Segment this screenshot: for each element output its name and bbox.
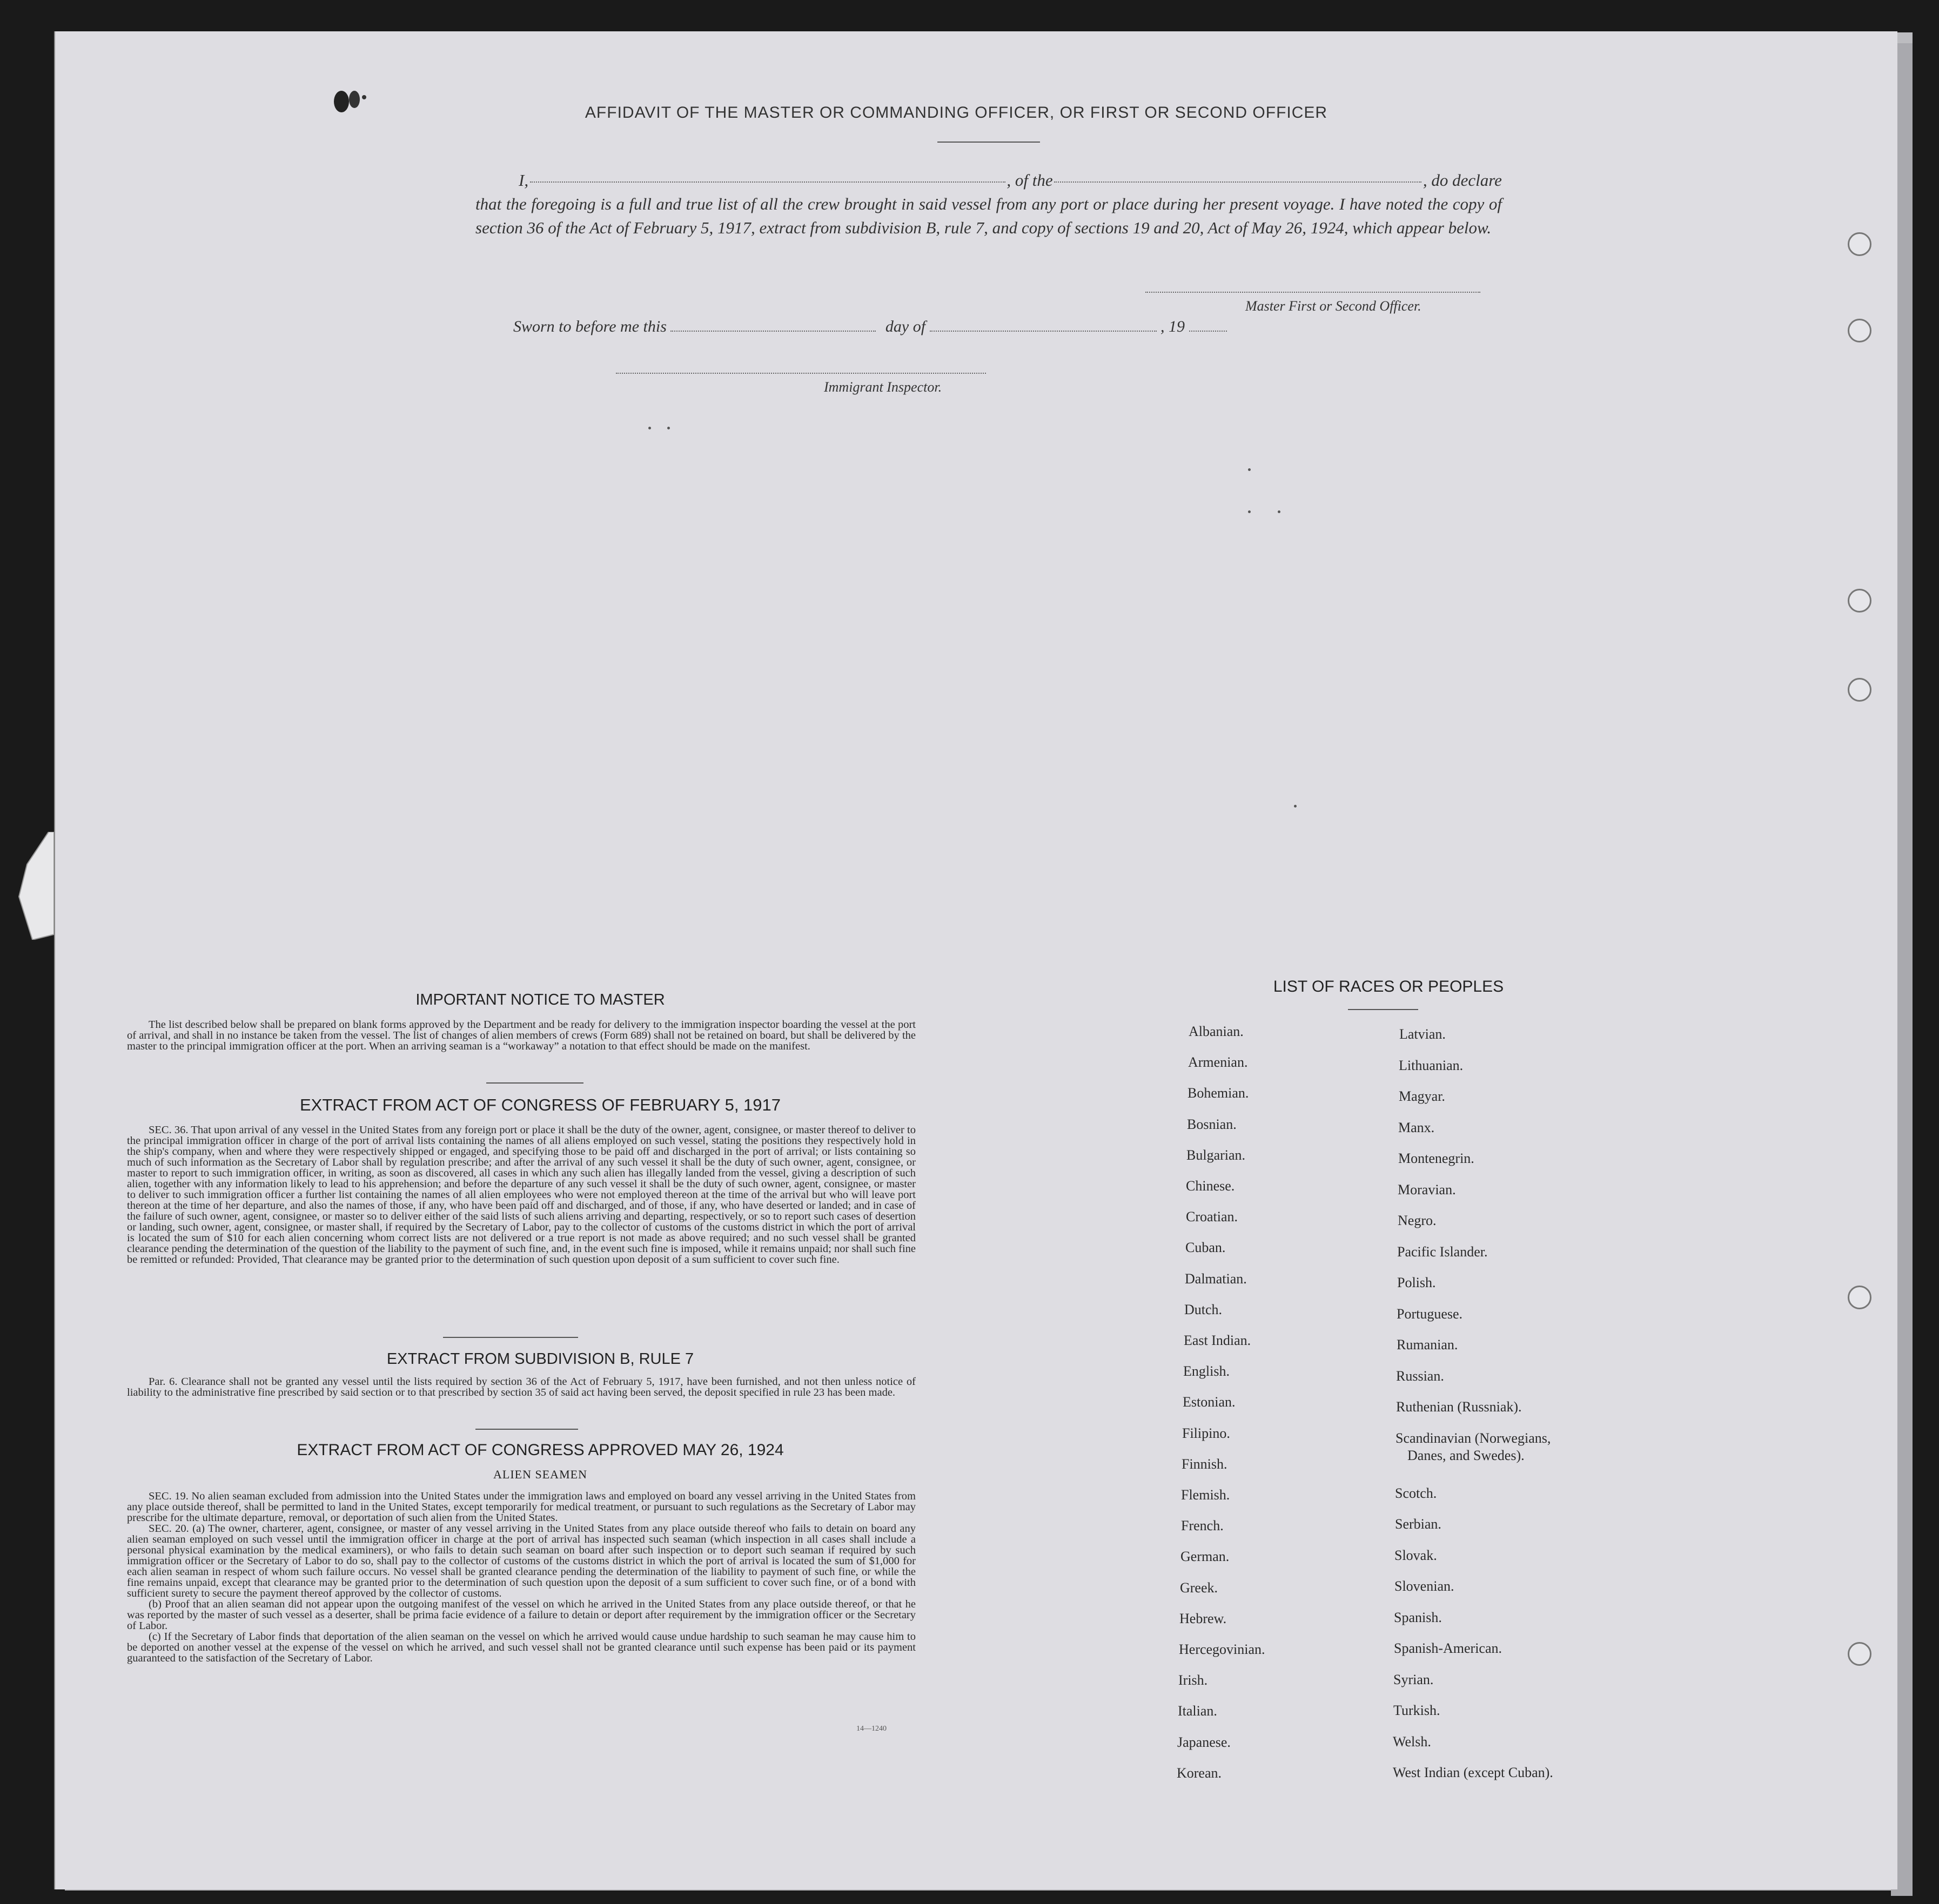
race-item: Ruthenian (Russniak). <box>1396 1399 1522 1415</box>
extract-rule7-text: Par. 6. Clearance shall not be granted any vessel until the lists required by section 36 of the Act of February 5, 1917, have been furnished, and not then unless notice of liability to the administrative fine prescribed by said section or to that prescribed by section 35 of said act having been served, the deposit specified in rule 23 has been made. <box>127 1376 916 1398</box>
race-item: Serbian. <box>1395 1516 1441 1532</box>
race-item: Armenian. <box>1188 1054 1248 1071</box>
race-item: Lithuanian. <box>1399 1057 1464 1073</box>
race-item: Syrian. <box>1393 1671 1434 1687</box>
race-item: Albanian. <box>1189 1024 1244 1039</box>
race-item: Cuban. <box>1185 1240 1226 1256</box>
race-item: Dalmatian. <box>1185 1270 1247 1287</box>
race-item: Russian. <box>1396 1368 1444 1384</box>
race-item: Estonian. <box>1183 1394 1236 1410</box>
race-item: Flemish. <box>1181 1487 1230 1503</box>
speck <box>1294 805 1297 808</box>
notice-text: The list described below shall be prepared on blank forms approved by the Department and be ready for delivery to the immigration inspector boarding the vessel at the port of arrival, and shall in no instance be taken from the vessel. The list of changes of alien members of crews (Form 689) shall not be retained on board, but shall be delivered by the master to the principal immigration officer at the port. When an arriving seaman is a “workaway” a notation to that effect should be made on the manifest. <box>127 1019 916 1052</box>
affidavit-declaration <box>475 169 1502 240</box>
race-item: Japanese. <box>1177 1734 1231 1750</box>
of-the-label: , of the <box>1007 171 1053 190</box>
race-item: Latvian. <box>1399 1026 1446 1042</box>
race-item: English. <box>1183 1363 1230 1380</box>
race-item: Scandinavian (Norwegians, <box>1395 1430 1551 1446</box>
race-item: Spanish-American. <box>1394 1640 1502 1656</box>
master-label: Master First or Second Officer. <box>1245 298 1421 314</box>
race-item: Korean. <box>1177 1765 1222 1781</box>
race-item: Polish. <box>1397 1275 1436 1290</box>
extract-1917-text: SEC. 36. That upon arrival of any vessel in the United States from any foreign port or place it shall be the duty of the owner, agent, consignee, or master thereof to deliver to the principal immigration officer in charge of the port of arrival lists containing the names of all aliens employed on such vessel, stating the positions they respectively hold in the ship's company, when and where they were respectively shipped or engaged, and specifying those to be paid off and discharged in the port of arrival; or lists containing so much of such information as the Secretary of Labor shall by regulation prescribe; and after the arrival of any such vessel it shall be the duty of such owner, agent, consignee, or master to report to such immigration officer, in writing, as soon as discovered, all cases in which any such alien has illegally landed from the vessel, giving a description of such alien, together with any information likely to lead to his apprehension; and before the departure of any such vessel it shall be the duty of such owner, agent, consignee, or master to deliver to such immigration officer a further list containing the names of all alien employees who were not employed thereon at the time of the arrival but who will leave port thereon at the time of her departure, and also the names of those, if any, who have been paid off and discharged, and of those, if any, who have deserted or landed; and in case of the failure of such owner, agent, consignee, or master so to deliver either of the said lists of such aliens arriving and departing, respectively, or so to report such cases of desertion or landing, such owner, agent, consignee, or master shall, if required by the Secretary of Labor, pay to the collector of customs of the customs district in which the port of arrival is located the sum of $10 for each alien concerning whom correct lists are not delivered or a true report is not made as above required; and no such vessel shall be granted clearance pending the determination of the question of the liability to the payment of such fine, and, in the event such fine is imposed, while it remains unpaid; nor shall such fine be remitted or refunded: Provided, That clearance may be granted prior to the determination of such question upon deposit of a sum sufficient to cover such fine. <box>127 1124 916 1266</box>
divider <box>1348 1009 1418 1010</box>
sworn-day-field[interactable] <box>670 318 876 332</box>
affidavit-title: AFFIDAVIT OF THE MASTER OR COMMANDING OFFICER, OR FIRST OR SECOND OFFICER <box>585 104 1328 122</box>
do-declare-label: , do declare <box>1423 171 1502 190</box>
torn-paper-icon <box>16 832 54 940</box>
inspector-signature-line[interactable] <box>616 373 986 374</box>
divider <box>443 1337 578 1338</box>
race-item: Moravian. <box>1398 1181 1456 1197</box>
ink-blot-icon <box>331 85 368 118</box>
speck <box>1248 510 1251 513</box>
speck <box>1248 468 1251 471</box>
race-item: Greek. <box>1180 1579 1218 1596</box>
i-label: I, <box>519 171 529 190</box>
race-item: Welsh. <box>1393 1733 1431 1750</box>
form-number: 14—1240 <box>856 1725 887 1733</box>
race-item: Slovenian. <box>1394 1578 1454 1594</box>
notice-title: IMPORTANT NOTICE TO MASTER <box>415 991 665 1008</box>
race-item: Irish. <box>1178 1672 1208 1688</box>
race-item: Spanish. <box>1394 1609 1442 1625</box>
day-of-label: day of <box>885 318 926 335</box>
punch-hole-icon <box>1848 678 1871 702</box>
race-item: Filipino. <box>1182 1425 1230 1441</box>
punch-hole-icon <box>1848 232 1871 256</box>
extract-1924-subtitle: ALIEN SEAMEN <box>493 1468 587 1481</box>
speck <box>667 427 670 429</box>
race-item: Hebrew. <box>1179 1610 1227 1626</box>
divider <box>486 1082 583 1084</box>
race-item: East Indian. <box>1184 1333 1251 1348</box>
race-item: Slovak. <box>1394 1547 1437 1563</box>
sworn-label: Sworn to before me this <box>513 318 667 335</box>
race-item: Chinese. <box>1186 1178 1235 1194</box>
race-item: Finnish. <box>1182 1456 1227 1472</box>
race-item: West Indian (except Cuban). <box>1393 1765 1553 1780</box>
sworn-year-field[interactable] <box>1189 318 1227 332</box>
vessel-field[interactable] <box>1054 169 1421 183</box>
race-item: Bosnian. <box>1187 1116 1237 1132</box>
punch-hole-icon <box>1848 319 1871 342</box>
speck <box>1278 510 1280 513</box>
race-item: Bohemian. <box>1187 1085 1249 1101</box>
race-item: Bulgarian. <box>1186 1147 1246 1163</box>
race-item: Dutch. <box>1184 1301 1223 1317</box>
race-item: Croatian. <box>1186 1209 1238 1225</box>
race-item: Danes, and Swedes). <box>1407 1447 1525 1463</box>
race-item: Scotch. <box>1395 1485 1437 1501</box>
race-item: Hercegovinian. <box>1179 1641 1265 1657</box>
race-item: Pacific Islander. <box>1397 1243 1488 1260</box>
race-item: Portuguese. <box>1397 1306 1463 1322</box>
race-item: Italian. <box>1178 1703 1217 1719</box>
divider <box>475 1429 578 1430</box>
race-item: French. <box>1181 1518 1224 1534</box>
race-item: Manx. <box>1398 1119 1435 1135</box>
races-title: LIST OF RACES OR PEOPLES <box>1273 978 1504 995</box>
extract-1924-title: EXTRACT FROM ACT OF CONGRESS APPROVED MAY 26, 1924 <box>297 1441 784 1459</box>
punch-hole-icon <box>1848 1286 1871 1309</box>
race-item: Magyar. <box>1399 1088 1445 1104</box>
punch-hole-icon <box>1848 589 1871 613</box>
race-item: Turkish. <box>1393 1703 1440 1718</box>
divider <box>937 142 1040 143</box>
sworn-line <box>513 318 1227 336</box>
race-item: Montenegrin. <box>1398 1151 1474 1166</box>
name-field[interactable] <box>530 169 1005 183</box>
year-prefix: , 19 <box>1160 318 1185 335</box>
inspector-label: Immigrant Inspector. <box>824 379 942 395</box>
race-item: Rumanian. <box>1397 1337 1458 1353</box>
sworn-month-field[interactable] <box>930 318 1157 332</box>
master-signature-line[interactable] <box>1145 292 1480 293</box>
extract-1924-text: SEC. 19. No alien seaman excluded from admission into the United States under the immigration laws and employed on board any vessel arriving in the United States from any place outside thereof, shall be permitted to land in the United States, except temporarily for medical treatment, or pursuant to such regulations as the Secretary of Labor may prescribe for the ultimate departure, removal, or deportation of such alien from the United States. SEC. 20. (a) The owner, charterer, agent, consignee, or master of any vessel arriving in the United States from any place outside thereof who fails to detain on board any alien seaman employed on such vessel until the immigration officer in charge at the port of arrival has inspected such seaman (which inspection in all cases shall include a personal physical examination by the medical examiners), or who fails to detain such seaman on board after such inspection or to deport such seaman if required by such immigration officer or the Secretary of Labor to do so, shall pay to the collector of customs of the customs district in which the port of arrival is located the sum of $1,000 for each alien seaman in respect of whom such failure occurs. No vessel shall be granted clearance pending the determination of the liability to payment of such fine, or while the fine remains unpaid, except that clearance may be granted prior to the determination of such question upon the deposit of a sum sufficient to cover such fine, or of a bond with sufficient surety to secure the payment thereof approved by the collector of customs. (b) Proof that an alien seaman did not appear upon the outgoing manifest of the vessel on which he arrived in the United States from any place outside thereof, or that he was reported by the master of such vessel as a deserter, shall be prima facie evidence of a failure to detain or deport after requirement by the immigration officer or the Secretary of Labor. (c) If the Secretary of Labor finds that deportation of the alien seaman on the vessel on which he arrived would cause undue hardship to such seaman he may cause him to be deported on another vessel at the expense of the vessel on which he arrived, and such vessel shall not be granted clearance until such expense has been paid or its payment guaranteed to the satisfaction of the Secretary of Labor. <box>127 1490 916 1664</box>
race-item: German. <box>1180 1549 1230 1565</box>
speck <box>648 427 651 429</box>
extract-1917-title: EXTRACT FROM ACT OF CONGRESS OF FEBRUARY 5, 1917 <box>299 1095 781 1114</box>
race-item: Negro. <box>1398 1213 1437 1228</box>
extract-rule7-title: EXTRACT FROM SUBDIVISION B, RULE 7 <box>386 1350 694 1368</box>
affidavit-body: that the foregoing is a full and true list of all the crew brought in said vessel from any port or place during her present voyage. I have noted the copy of section 36 of the Act of February 5, 1917, extract from subdivision B, rule 7, and copy of sections 19 and 20, Act of May 26, 1924, which appear below. <box>475 194 1502 237</box>
punch-hole-icon <box>1848 1642 1871 1666</box>
